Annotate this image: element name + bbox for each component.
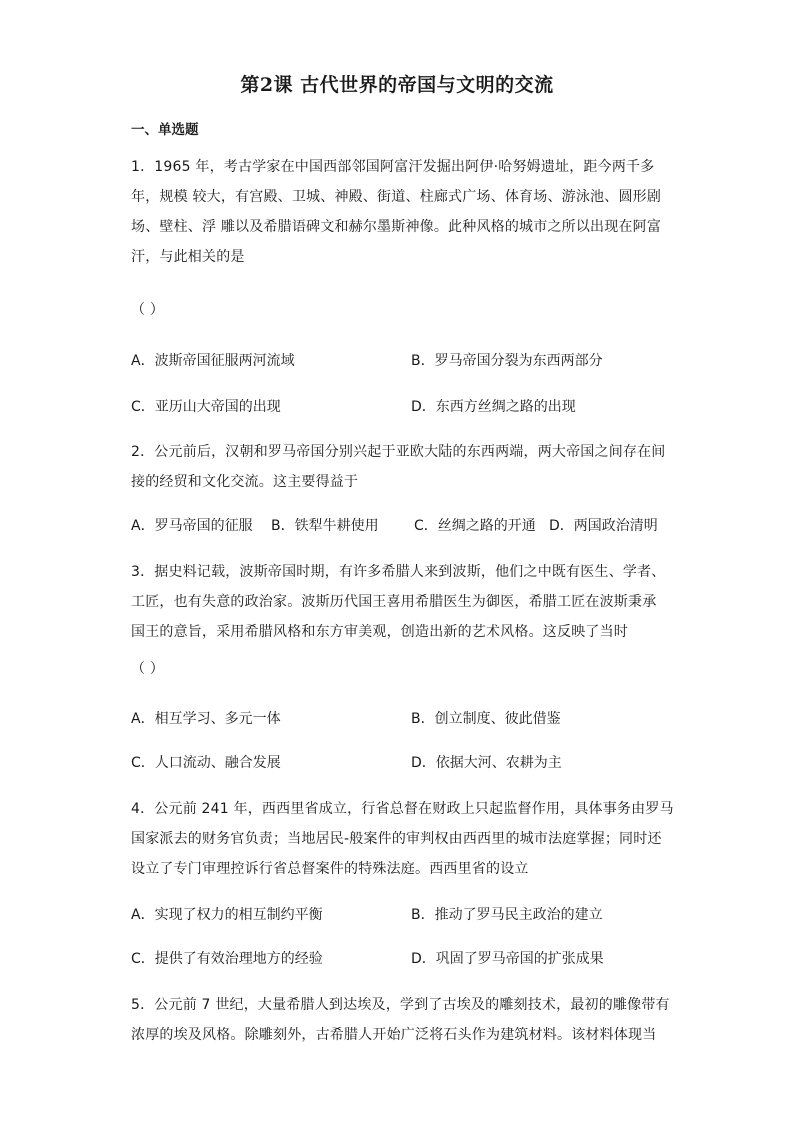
question-5-line-2: 浓厚的埃及风格。除雕刻外，古希腊人开始广泛将石头作为建筑材料。该材料体现当 [131,1027,657,1043]
section-heading: 一、单选题 [131,122,199,138]
question-1-option-c[interactable]: C．亚历山大帝国的出现 [131,399,281,415]
question-4-option-d[interactable]: D．巩固了罗马帝国的扩张成果 [411,951,604,967]
question-1-line-3: 场、壁柱、浮 雕以及希腊语碑文和赫尔墨斯神像。此种风格的城市之所以出现在阿富 [131,219,662,235]
question-1-option-b[interactable]: B．罗马帝国分裂为东西两部分 [411,353,603,369]
page-title: 第2课 古代世界的帝国与文明的交流 [240,74,554,96]
question-1-line-4: 汗，与此相关的是 [131,249,245,265]
question-3-option-b[interactable]: B．创立制度、彼此借鉴 [411,711,561,727]
question-4-option-c[interactable]: C．提供了有效治理地方的经验 [131,951,323,967]
question-2-option-b[interactable]: B．铁犁牛耕使用 [271,518,379,534]
question-4-line-1: 4．公元前 241 年，西西里省成立，行省总督在财政上只起监督作用，具体事务由罗马 [131,801,674,817]
question-1-answer-blank: （ ） [131,302,165,318]
question-3-line-1: 3．据史料记载，波斯帝国时期，有许多希腊人来到波斯，他们之中既有医生、学者、 [131,564,666,580]
question-3-option-a[interactable]: A．相互学习、多元一体 [131,711,281,727]
question-5-line-1: 5．公元前 7 世纪，大量希腊人到达埃及，学到了古埃及的雕刻技术，最初的雕像带有 [131,997,670,1013]
question-1-option-a[interactable]: A．波斯帝国征服两河流域 [131,353,295,369]
question-3-answer-blank: （ ） [131,661,165,677]
question-3-option-c[interactable]: C．人口流动、融合发展 [131,755,281,771]
question-1-line-2: 年，规模 较大，有宫殿、卫城、神殿、街道、柱廊式广场、体育场、游泳池、圆形剧 [131,189,662,205]
question-4-line-2: 国家派去的财务官负责；当地居民-般案件的审判权由西西里的城市法庭掌握；同时还 [131,831,662,847]
question-2-option-c[interactable]: C．丝绸之路的开通 [414,518,536,534]
question-2-option-d[interactable]: D．两国政治清明 [549,518,658,534]
question-1-option-d[interactable]: D．东西方丝绸之路的出现 [411,399,576,415]
question-4-line-3: 设立了专门审理控诉行省总督案件的特殊法庭。西西里省的设立 [131,861,529,877]
question-3-line-2: 工匠，也有失意的政治家。波斯历代国王喜用希腊医生为御医，希腊工匠在波斯秉承 [131,594,657,610]
question-3-option-d[interactable]: D．依据大河、农耕为主 [411,755,562,771]
question-2-options [131,517,658,535]
question-4-option-b[interactable]: B．推动了罗马民主政治的建立 [411,907,603,923]
question-1-line-1: 1．1965 年，考古学家在中国西部邻国阿富汗发掘出阿伊·哈努姆遗址，距今两千多 [131,159,655,175]
question-3-line-3: 国王的意旨，采用希腊风格和东方审美观，创造出新的艺术风格。这反映了当时 [131,624,628,640]
question-2-line-2: 接的经贸和文化交流。这主要得益于 [131,474,359,490]
question-2-option-a[interactable]: A．罗马帝国的征服 [131,518,253,534]
question-4-option-a[interactable]: A．实现了权力的相互制约平衡 [131,907,323,923]
question-2-line-1: 2．公元前后，汉朝和罗马帝国分别兴起于亚欧大陆的东西两端，两大帝国之间存在间 [131,444,666,460]
